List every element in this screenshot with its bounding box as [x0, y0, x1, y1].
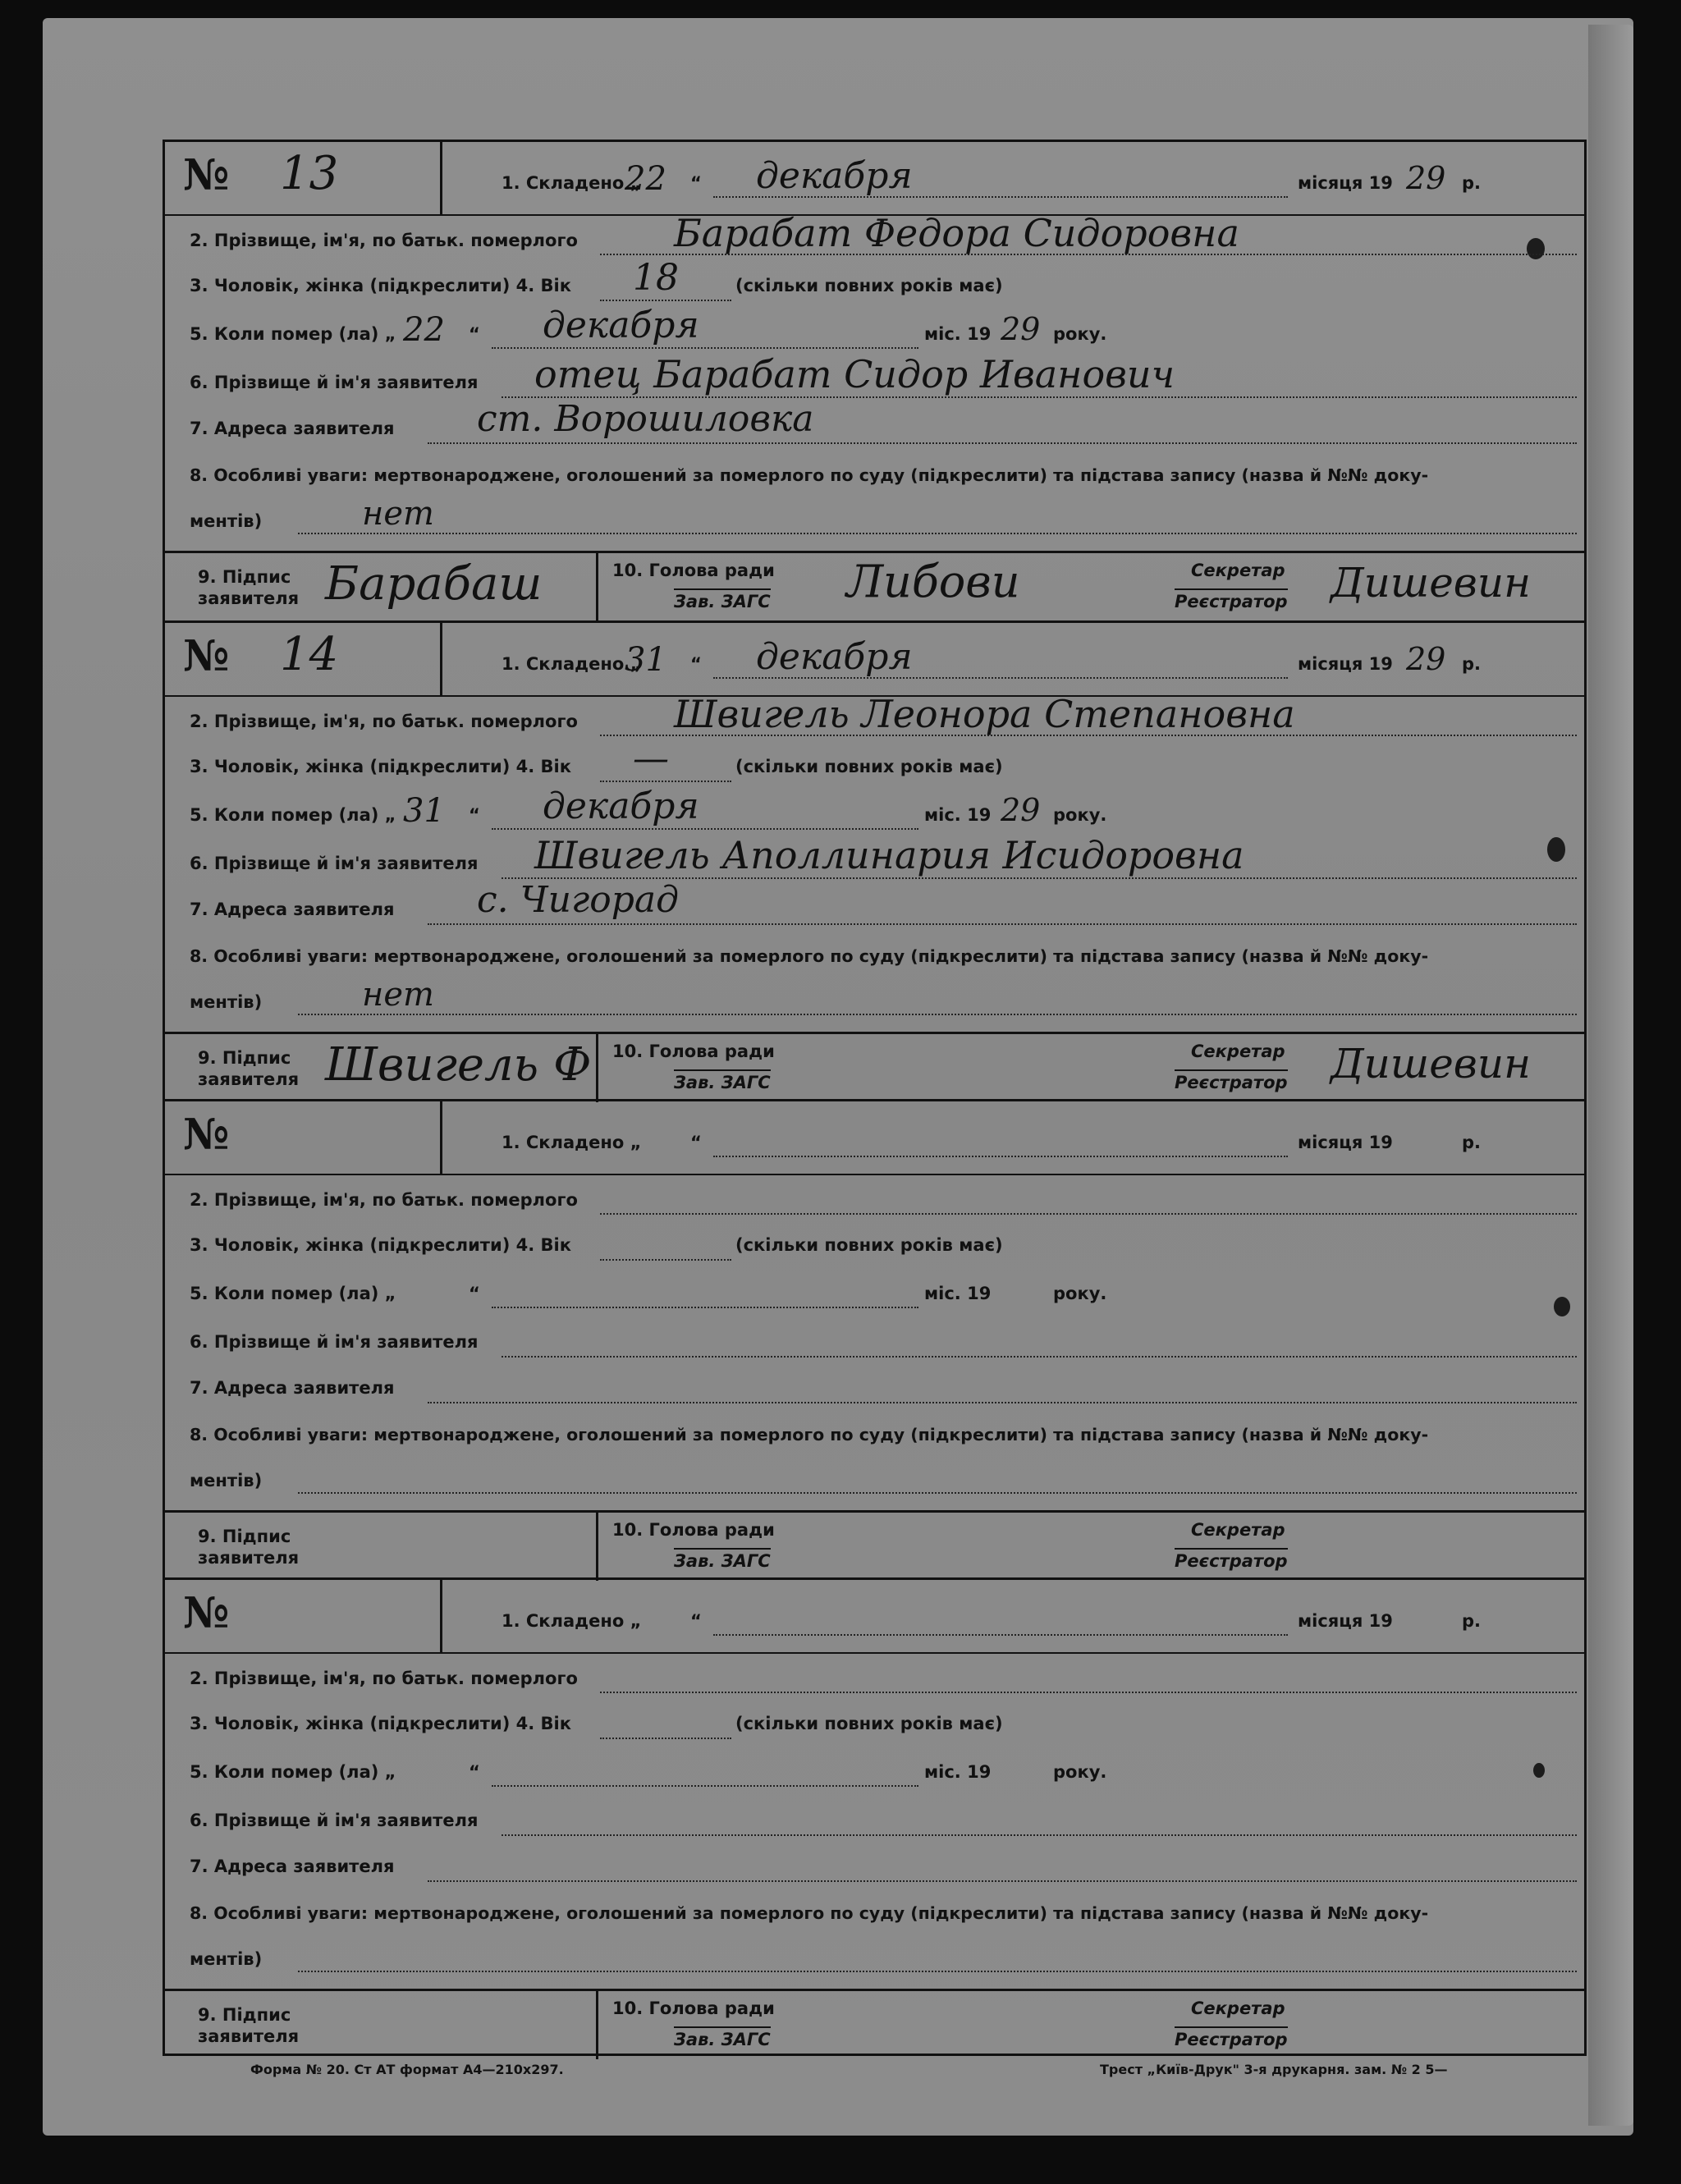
- record-number: 13: [280, 147, 339, 200]
- compiled-year: 29: [1406, 641, 1446, 677]
- age-value: 18: [633, 257, 679, 299]
- signature-label: 9. Підпис: [198, 567, 291, 587]
- death-year: 29: [1001, 311, 1041, 347]
- notes-label: 8. Особливі уваги: мертвонароджене, оголошений за померлого по суду (підкреслити) та підстава запису (назва й №№ доку-: [190, 465, 1429, 485]
- head-label: 10. Голова ради: [612, 1520, 775, 1540]
- death-year-suffix: року.: [1053, 1762, 1107, 1782]
- compiled-label: 1. Складено „: [502, 173, 642, 193]
- secretary-label: Секретар: [1191, 1999, 1285, 2018]
- compiled-day: 22: [625, 160, 666, 198]
- notes-line: [298, 1014, 1577, 1015]
- death-month-line: [492, 828, 918, 830]
- signature-divider: [596, 552, 598, 621]
- applicant-label: 6. Прізвище й ім'я заявителя: [190, 373, 479, 392]
- deceased-label: 2. Прізвище, ім'я, по батьк. померлого: [190, 1669, 578, 1688]
- compiled-month: декабря: [756, 155, 913, 197]
- compiled-label: 1. Складено „: [502, 1611, 642, 1631]
- sex-age-label: 3. Чоловік, жінка (підкреслити) 4. Вік: [190, 1714, 571, 1733]
- form-footer-right: Трест „Київ-Друк" 3-я друкарня. зам. № 2 5—: [1100, 2062, 1448, 2077]
- compiled-month-label: місяця 19: [1298, 173, 1393, 193]
- applicant-signature: Барабаш: [325, 557, 543, 611]
- head-signature: Либови: [846, 556, 1020, 607]
- death-date-label: 5. Коли помер (ла) „: [190, 805, 396, 825]
- page-edge: [1588, 25, 1633, 2126]
- compiled-month-label: місяця 19: [1298, 1133, 1393, 1152]
- compiled-quote: “: [690, 654, 702, 674]
- address-label: 7. Адреса заявителя: [190, 1378, 395, 1398]
- number-sign: №: [183, 1110, 230, 1160]
- notes-label-cont: ментів): [190, 511, 263, 531]
- age-line: [600, 781, 731, 782]
- signature-label-cont: заявителя: [198, 1548, 300, 1568]
- death-month-line: [492, 1785, 918, 1787]
- sex-age-label: 3. Чоловік, жінка (підкреслити) 4. Вік: [190, 1235, 571, 1255]
- compiled-quote: “: [690, 173, 702, 193]
- death-record-entry: [165, 1577, 1584, 2058]
- death-record-entry: [165, 1099, 1584, 1580]
- applicant-label: 6. Прізвище й ім'я заявителя: [190, 854, 479, 873]
- death-quote: “: [469, 1762, 480, 1782]
- registrar-signature: Дишевин: [1331, 559, 1532, 607]
- compiled-label: 1. Складено „: [502, 654, 642, 674]
- death-month-line: [492, 1307, 918, 1308]
- record-number-box: [165, 1101, 442, 1174]
- compiled-month-line: [713, 1156, 1288, 1157]
- signature-label-cont: заявителя: [198, 588, 300, 608]
- form-footer-left: Форма № 20. Ст АТ формат А4—210х297.: [250, 2062, 564, 2077]
- death-month-label: міс. 19: [924, 805, 992, 825]
- zags-label: Зав. ЗАГС: [674, 588, 771, 611]
- zags-label: Зав. ЗАГС: [674, 1069, 771, 1092]
- death-month-label: міс. 19: [924, 324, 992, 344]
- deceased-name: Швигель Леонора Степановна: [674, 692, 1295, 736]
- secretary-label: Секретар: [1191, 1520, 1285, 1540]
- signature-label: 9. Підпис: [198, 1048, 291, 1068]
- address-line: [428, 1880, 1577, 1882]
- death-month-label: міс. 19: [924, 1762, 992, 1782]
- applicant-address: ст. Ворошиловка: [477, 398, 814, 440]
- signature-label: 9. Підпис: [198, 1527, 291, 1546]
- signature-row: [165, 1033, 1584, 1107]
- sex-age-label: 3. Чоловік, жінка (підкреслити) 4. Вік: [190, 757, 571, 776]
- notes-value: нет: [362, 976, 434, 1014]
- address-line: [428, 923, 1577, 925]
- head-label: 10. Голова ради: [612, 561, 775, 580]
- signature-divider: [596, 1033, 598, 1102]
- age-hint: (скільки повних років має): [735, 1714, 1003, 1733]
- death-month-line: [492, 347, 918, 349]
- signature-label: 9. Підпис: [198, 2005, 291, 2025]
- zags-label: Зав. ЗАГС: [674, 2026, 771, 2049]
- address-line: [428, 442, 1577, 444]
- compiled-year-suffix: р.: [1462, 1133, 1482, 1152]
- registrar-label: Реєстратор: [1175, 1548, 1288, 1571]
- register-form-frame: [163, 140, 1587, 2056]
- compiled-year: 29: [1406, 160, 1446, 196]
- death-month: декабря: [543, 304, 699, 346]
- signature-divider: [596, 1512, 598, 1581]
- age-line: [600, 1738, 731, 1739]
- compiled-month-label: місяця 19: [1298, 1611, 1393, 1631]
- death-date-label: 5. Коли помер (ла) „: [190, 1762, 396, 1782]
- age-hint: (скільки повних років має): [735, 757, 1003, 776]
- deceased-name: Барабат Федора Сидоровна: [674, 211, 1239, 255]
- death-day: 31: [403, 792, 445, 830]
- signature-divider: [596, 1990, 598, 2059]
- address-label: 7. Адреса заявителя: [190, 1857, 395, 1876]
- address-label: 7. Адреса заявителя: [190, 900, 395, 919]
- notes-label-cont: ментів): [190, 1471, 263, 1490]
- applicant-name: отец Барабат Сидор Иванович: [534, 352, 1175, 396]
- applicant-signature: Швигель Ф: [325, 1038, 592, 1092]
- secretary-label: Секретар: [1191, 561, 1285, 580]
- notes-value: нет: [362, 495, 434, 533]
- compiled-label: 1. Складено „: [502, 1133, 642, 1152]
- registrar-label: Реєстратор: [1175, 2026, 1288, 2049]
- death-year-suffix: року.: [1053, 1284, 1107, 1303]
- notes-line: [298, 533, 1577, 534]
- notes-line: [298, 1971, 1577, 1972]
- deceased-label: 2. Прізвище, ім'я, по батьк. померлого: [190, 712, 578, 731]
- number-sign: №: [183, 631, 230, 681]
- death-month: декабря: [543, 785, 699, 827]
- number-sign: №: [183, 150, 230, 200]
- sex-age-label: 3. Чоловік, жінка (підкреслити) 4. Вік: [190, 276, 571, 295]
- applicant-line: [502, 1834, 1577, 1836]
- deceased-label: 2. Прізвище, ім'я, по батьк. померлого: [190, 1190, 578, 1210]
- death-date-label: 5. Коли помер (ла) „: [190, 324, 396, 344]
- death-year-suffix: року.: [1053, 324, 1107, 344]
- compiled-quote: “: [690, 1611, 702, 1631]
- row-divider: [165, 1649, 1584, 1654]
- notes-label: 8. Особливі уваги: мертвонароджене, оголошений за померлого по суду (підкреслити) та підстава запису (назва й №№ доку-: [190, 1903, 1429, 1923]
- death-year-suffix: року.: [1053, 805, 1107, 825]
- record-number-box: [165, 1580, 442, 1652]
- address-label: 7. Адреса заявителя: [190, 419, 395, 438]
- deceased-label: 2. Прізвище, ім'я, по батьк. померлого: [190, 231, 578, 250]
- signature-row: [165, 1512, 1584, 1586]
- signature-label-cont: заявителя: [198, 2026, 300, 2046]
- signature-row: [165, 1990, 1584, 2064]
- zags-label: Зав. ЗАГС: [674, 1548, 771, 1571]
- secretary-label: Секретар: [1191, 1042, 1285, 1061]
- death-record-entry: [165, 142, 1584, 620]
- age-line: [600, 300, 731, 301]
- age-hint: (скільки повних років має): [735, 1235, 1003, 1255]
- signature-row: [165, 552, 1584, 626]
- notes-label: 8. Особливі уваги: мертвонароджене, оголошений за померлого по суду (підкреслити) та підстава запису (назва й №№ доку-: [190, 946, 1429, 966]
- death-quote: “: [469, 805, 480, 825]
- record-number: 14: [280, 628, 339, 681]
- signature-label-cont: заявителя: [198, 1069, 300, 1089]
- death-year: 29: [1001, 792, 1041, 828]
- head-label: 10. Голова ради: [612, 1042, 775, 1061]
- age-value: —: [633, 738, 669, 780]
- applicant-line: [502, 1356, 1577, 1358]
- notes-label-cont: ментів): [190, 1949, 263, 1969]
- compiled-quote: “: [690, 1133, 702, 1152]
- compiled-month-label: місяця 19: [1298, 654, 1393, 674]
- deceased-line: [600, 1213, 1577, 1215]
- age-line: [600, 1259, 731, 1261]
- compiled-year-suffix: р.: [1462, 173, 1482, 193]
- registrar-label: Реєстратор: [1175, 1069, 1288, 1092]
- death-record-entry: [165, 620, 1584, 1101]
- address-line: [428, 1402, 1577, 1403]
- registrar-signature: Дишевин: [1331, 1040, 1532, 1087]
- deceased-line: [600, 1692, 1577, 1693]
- death-date-label: 5. Коли помер (ла) „: [190, 1284, 396, 1303]
- row-divider: [165, 1170, 1584, 1175]
- death-quote: “: [469, 1284, 480, 1303]
- compiled-day: 31: [625, 641, 666, 679]
- applicant-label: 6. Прізвище й ім'я заявителя: [190, 1332, 479, 1352]
- age-hint: (скільки повних років має): [735, 276, 1003, 295]
- applicant-address: с. Чигорад: [477, 879, 679, 921]
- number-sign: №: [183, 1588, 230, 1638]
- death-quote: “: [469, 324, 480, 344]
- applicant-label: 6. Прізвище й ім'я заявителя: [190, 1811, 479, 1830]
- death-month-label: міс. 19: [924, 1284, 992, 1303]
- record-number-box: [165, 142, 442, 214]
- death-day: 22: [403, 311, 445, 349]
- compiled-year-suffix: р.: [1462, 654, 1482, 674]
- notes-label-cont: ментів): [190, 992, 263, 1012]
- compiled-month-line: [713, 1634, 1288, 1636]
- compiled-year-suffix: р.: [1462, 1611, 1482, 1631]
- compiled-month: декабря: [756, 636, 913, 678]
- record-number-box: [165, 623, 442, 695]
- registrar-label: Реєстратор: [1175, 588, 1288, 611]
- notes-label: 8. Особливі уваги: мертвонароджене, оголошений за померлого по суду (підкреслити) та підстава запису (назва й №№ доку-: [190, 1425, 1429, 1445]
- applicant-name: Швигель Аполлинария Исидоровна: [534, 833, 1244, 877]
- notes-line: [298, 1492, 1577, 1494]
- head-label: 10. Голова ради: [612, 1999, 775, 2018]
